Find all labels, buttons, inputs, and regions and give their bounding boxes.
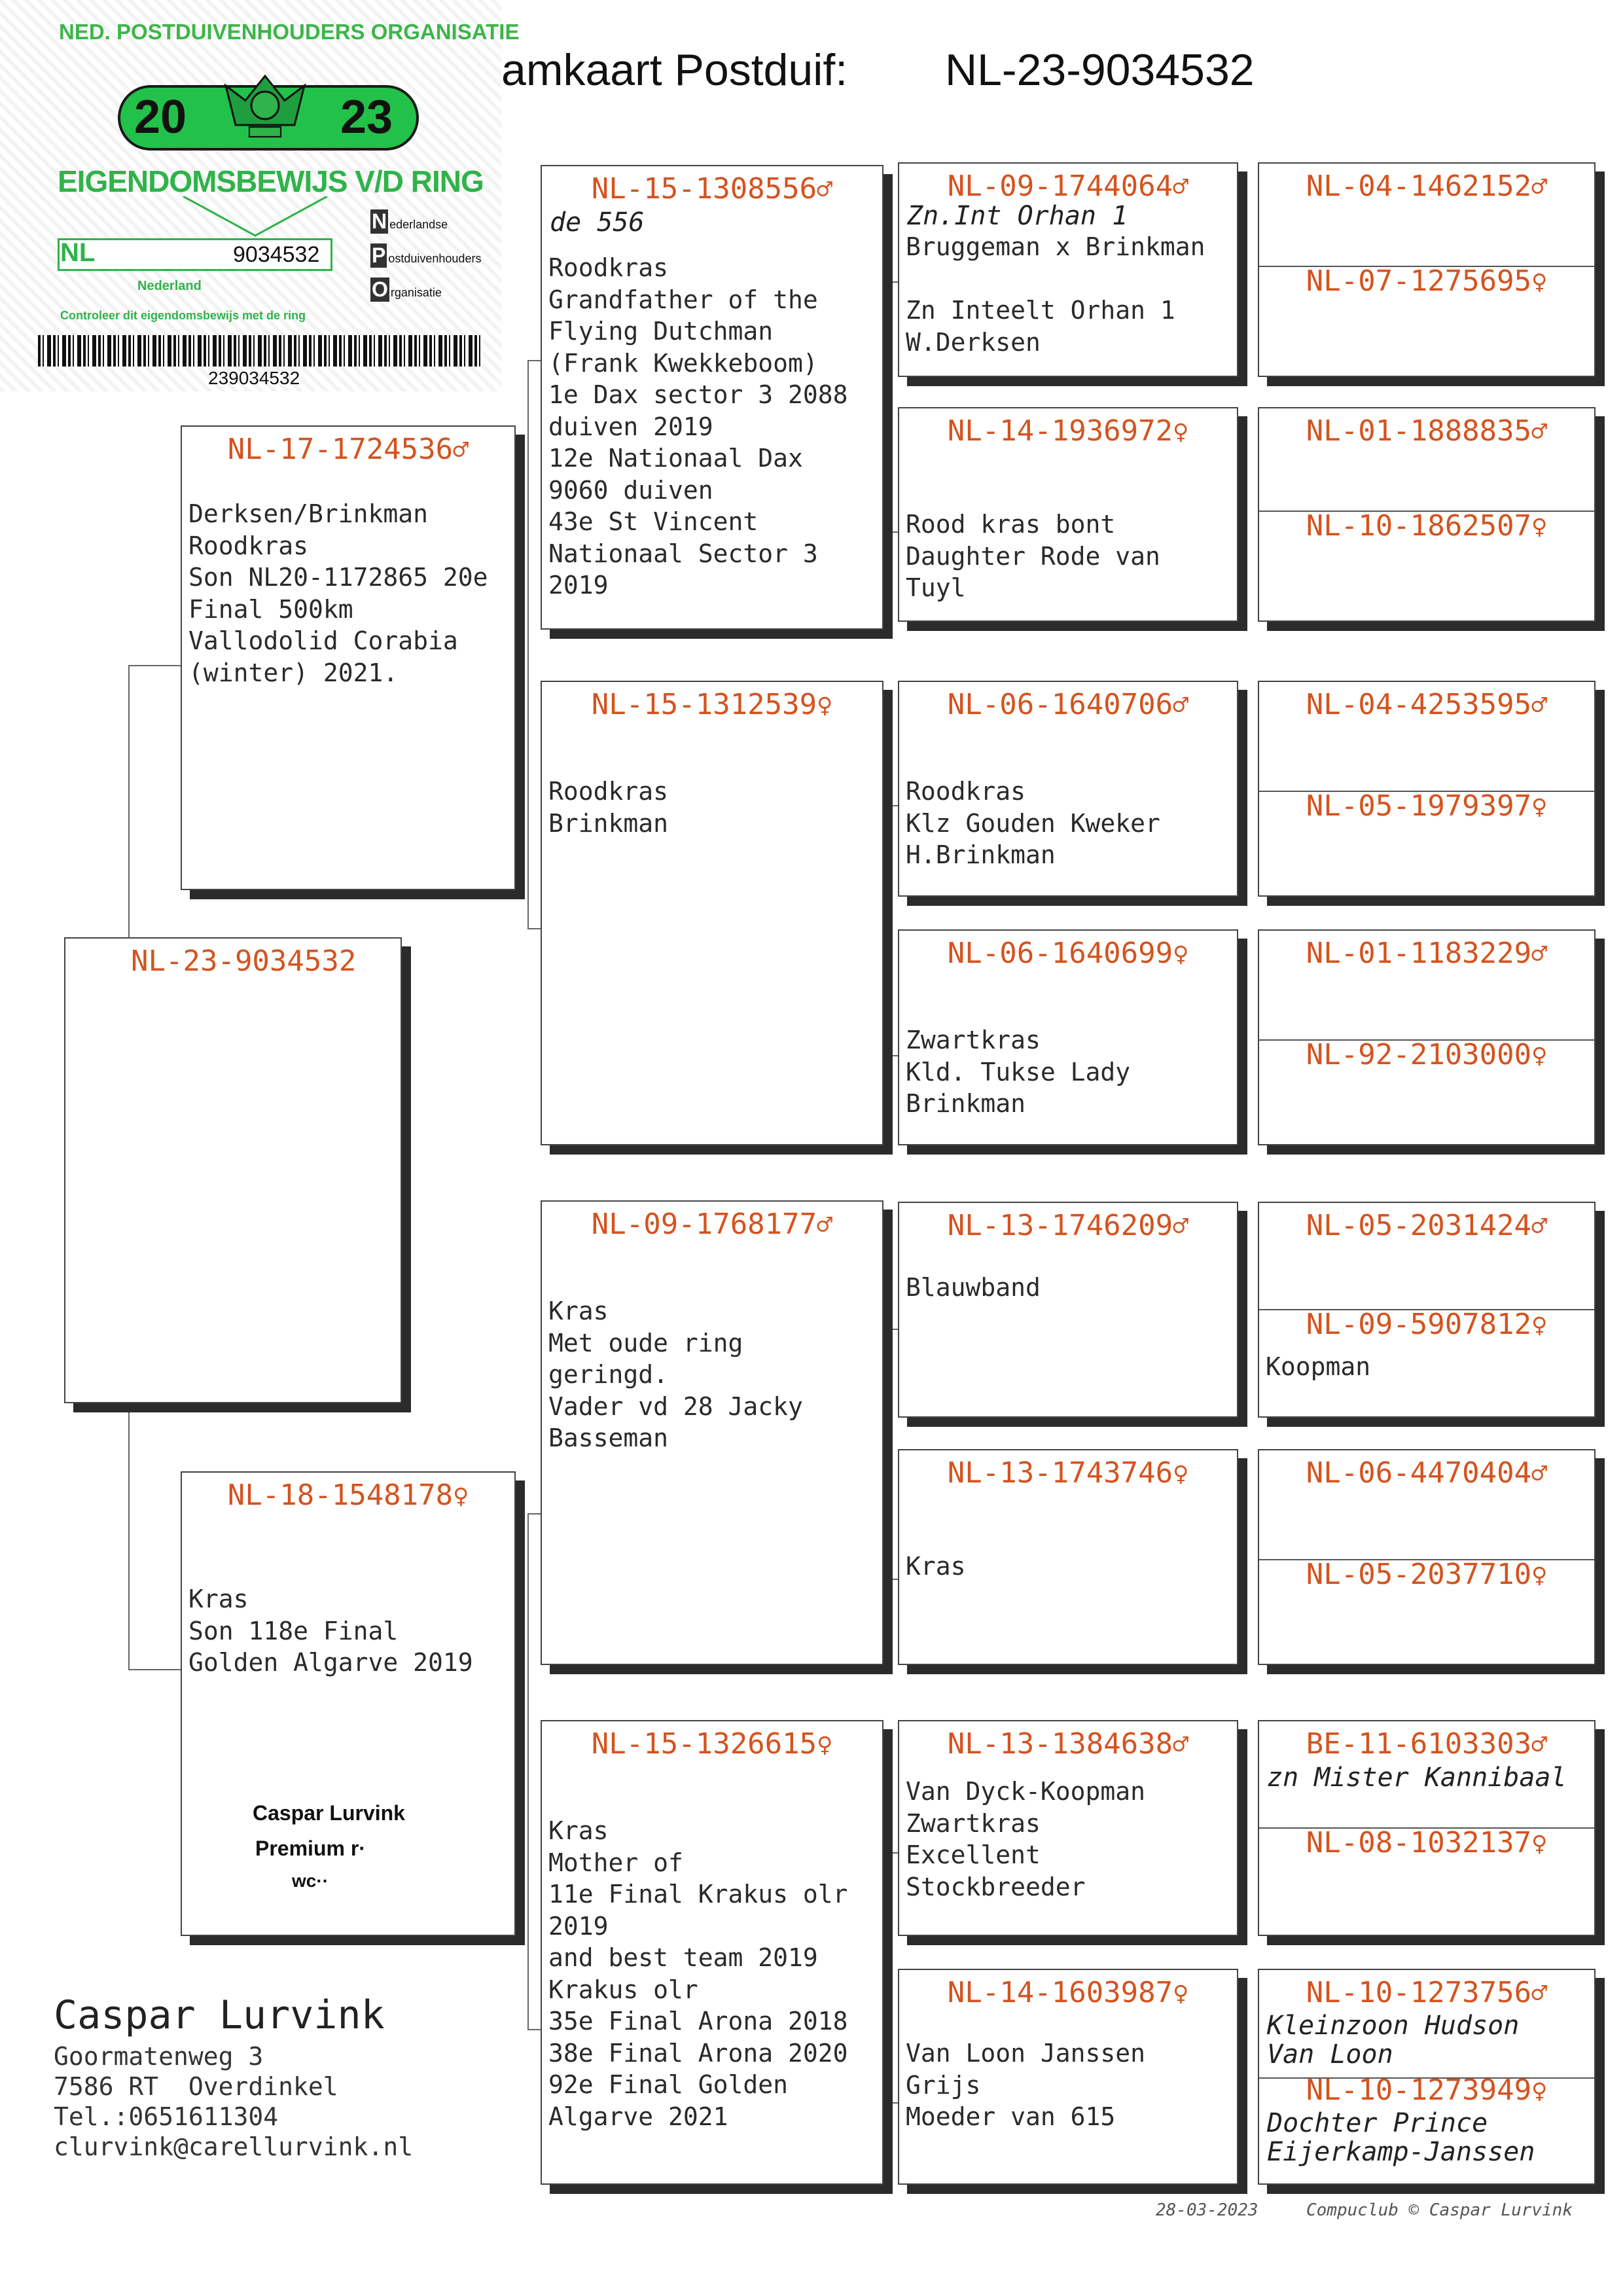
ss-ring: NL-15-1308556♂ <box>591 172 833 206</box>
stamp-line-3: wc·· <box>292 1871 329 1891</box>
dam-box[interactable] <box>181 1471 516 1936</box>
footer-date: 28-03-2023 <box>1156 2200 1258 2220</box>
ddd-info: Van Loon Janssen Grijs Moeder van 615 <box>906 2039 1146 2131</box>
certificate-country-label: Nederland <box>137 279 202 293</box>
gen4-divider <box>1259 1559 1594 1560</box>
gen4-box-5[interactable] <box>1258 1202 1596 1418</box>
ds-ring: NL-09-1768177♂ <box>591 1208 833 1241</box>
gen3-box-dsd[interactable] <box>898 1449 1238 1665</box>
dam-info: Kras Son 118e Final Golden Algarve 2019 <box>188 1585 473 1677</box>
gen4-box-7[interactable] <box>1258 1720 1596 1936</box>
dsd-info: Kras <box>906 1552 966 1581</box>
gen4-divider <box>1259 791 1594 792</box>
barcode-icon <box>38 335 483 367</box>
gen3-box-ssd[interactable] <box>898 407 1238 622</box>
owner-city: 7586 RT Overdinkel <box>54 2072 338 2101</box>
certificate-number: 9034532 <box>233 242 320 267</box>
gen3-box-dss[interactable] <box>898 1202 1238 1418</box>
certificate-year-left: 20 <box>134 91 187 143</box>
gen4-2-top-ring: NL-01-1888835♂ <box>1306 414 1548 448</box>
gen3-box-sss[interactable] <box>898 162 1238 377</box>
sdd-ring: NL-06-1640699♀ <box>947 937 1189 970</box>
ds-info: Kras Met oude ring geringd. Vader vd 28 Jacky Basseman <box>548 1297 803 1452</box>
dd-ring: NL-15-1326615♀ <box>591 1727 833 1761</box>
gen4-4-top-ring: NL-01-1183229♂ <box>1306 937 1548 970</box>
gen4-6-bottom-ring: NL-05-2037710♀ <box>1306 1558 1548 1591</box>
subject-ring: NL-23-9034532 <box>131 944 357 978</box>
dss-info: Blauwband <box>906 1273 1041 1302</box>
dds-info: Van Dyck-Koopman Zwartkras Excellent Stockbreeder <box>906 1777 1146 1901</box>
lion-emblem-icon <box>216 56 314 154</box>
ownership-certificate <box>0 0 520 391</box>
gen4-box-1[interactable] <box>1258 162 1596 377</box>
dsd-ring: NL-13-1743746♀ <box>947 1456 1189 1490</box>
certificate-org: NED. POSTDUIVENHOUDERS ORGANISATIE <box>59 20 520 44</box>
dss-ring: NL-13-1746209♂ <box>947 1209 1189 1242</box>
sd-ring: NL-15-1312539♀ <box>591 688 833 721</box>
sds-info: Roodkras Klz Gouden Kweker H.Brinkman <box>906 777 1160 869</box>
gen4-box-3[interactable] <box>1258 681 1596 897</box>
gen4-8-bottom-ring: NL-10-1273949♀ <box>1306 2073 1548 2107</box>
gen4-5-bottom-ring: NL-09-5907812♀ <box>1306 1308 1548 1341</box>
gen4-divider <box>1259 1827 1594 1829</box>
gen4-7-bottom-ring: NL-08-1032137♀ <box>1306 1826 1548 1859</box>
ssd-ring: NL-14-1936972♀ <box>947 414 1189 448</box>
dam-ring: NL-18-1548178♀ <box>227 1479 469 1512</box>
dd-info: Kras Mother of 11e Final Krakus olr 2019 and best team 2019 Krakus olr 35e Final Arona 2018 38e Final Arona 2020 92e Final Golden Algarve 2021 <box>548 1816 848 2131</box>
stamp-line-2: Premium r· <box>255 1837 366 1860</box>
gen3-box-sds[interactable] <box>898 681 1238 897</box>
granddam-maternal-box[interactable] <box>541 1720 883 2185</box>
certificate-control-text: Controleer dit eigendomsbewijs met de ring <box>60 309 306 322</box>
gen4-3-bottom-ring: NL-05-1979397♀ <box>1306 789 1548 823</box>
ssd-info: Rood kras bont Daughter Rode van Tuyl <box>906 510 1160 602</box>
gen4-divider <box>1259 1039 1594 1041</box>
gen3-box-ddd[interactable] <box>898 1969 1238 2185</box>
owner-phone: Tel.:0651611304 <box>54 2102 279 2131</box>
gen4-3-top-ring: NL-04-4253595♂ <box>1306 688 1548 721</box>
sd-info: Roodkras Brinkman <box>548 777 669 838</box>
dds-ring: NL-13-1384638♂ <box>947 1727 1189 1761</box>
stamp-line-1: Caspar Lurvink <box>253 1801 405 1825</box>
gen3-box-sdd[interactable] <box>898 929 1238 1145</box>
subject-box[interactable] <box>64 937 402 1403</box>
gen4-divider <box>1259 266 1594 267</box>
footer-credit: Compuclub © Caspar Lurvink <box>1306 2200 1573 2220</box>
gen4-5-bottom-name: Koopman <box>1266 1352 1371 1381</box>
sss-info: Bruggeman x Brinkman Zn Inteelt Orhan 1 W.Derksen <box>906 232 1205 357</box>
gen4-box-2[interactable] <box>1258 407 1596 622</box>
gen4-8-top-ring: NL-10-1273756♂ <box>1306 1976 1548 2009</box>
gen4-2-bottom-ring: NL-10-1862507♀ <box>1306 509 1548 543</box>
npo-line-3: O rganisatie <box>372 278 442 301</box>
grandsire-maternal-box[interactable] <box>541 1200 883 1665</box>
gen4-box-4[interactable] <box>1258 929 1596 1145</box>
certificate-year-right: 23 <box>340 91 393 143</box>
gen4-4-bottom-ring: NL-92-2103000♀ <box>1306 1038 1548 1071</box>
gen4-8-top-name: Kleinzoon Hudson Van Loon <box>1267 2011 1520 2070</box>
gen4-8-bottom-name: Dochter Prince Eijerkamp-Janssen <box>1267 2108 1535 2167</box>
sire-ring: NL-17-1724536♂ <box>227 433 469 466</box>
sire-info: Derksen/Brinkman Roodkras Son NL20-1172865 20e Final 500km Vallodolid Corabia (winter) 2021. <box>188 499 488 687</box>
gen4-divider <box>1259 2077 1594 2079</box>
ss-name: de 556 <box>550 207 645 238</box>
gen4-box-8[interactable] <box>1258 1969 1596 2185</box>
certificate-lines <box>170 196 340 242</box>
granddam-paternal-box[interactable] <box>541 681 883 1145</box>
gen4-box-6[interactable] <box>1258 1449 1596 1665</box>
npo-line-2: P ostduivenhouders <box>372 243 482 267</box>
sss-name: Zn.Int Orhan 1 <box>907 201 1128 231</box>
gen4-7-top-ring: BE-11-6103303♂ <box>1306 1727 1548 1761</box>
gen4-7-top-name: zn Mister Kannibaal <box>1267 1763 1567 1793</box>
sdd-info: Zwartkras Kld. Tukse Lady Brinkman <box>906 1026 1131 1118</box>
gen4-6-top-ring: NL-06-4470404♂ <box>1306 1456 1548 1490</box>
barcode-number: 239034532 <box>208 368 300 388</box>
page-title-ring: NL-23-9034532 <box>945 45 1255 95</box>
sds-ring: NL-06-1640706♂ <box>947 688 1189 721</box>
npo-line-1: N ederlandse <box>372 209 448 233</box>
sss-ring: NL-09-1744064♂ <box>947 170 1189 203</box>
sire-box[interactable] <box>181 425 516 890</box>
page-title: amkaart Postduif: <box>501 45 848 95</box>
gen3-box-dds[interactable] <box>898 1720 1238 1936</box>
grandsire-paternal-box[interactable] <box>541 165 883 630</box>
gen4-divider <box>1259 511 1594 512</box>
owner-email[interactable]: clurvink@carellurvink.nl <box>54 2132 414 2161</box>
gen4-1-top-ring: NL-04-1462152♂ <box>1306 170 1548 203</box>
certificate-country: NL <box>60 238 96 267</box>
owner-name: Caspar Lurvink <box>54 1992 385 2038</box>
gen4-divider <box>1259 1309 1594 1310</box>
ddd-ring: NL-14-1603987♀ <box>947 1976 1189 2009</box>
gen4-1-bottom-ring: NL-07-1275695♀ <box>1306 264 1548 298</box>
gen4-5-top-ring: NL-05-2031424♂ <box>1306 1209 1548 1242</box>
certificate-title: EIGENDOMSBEWIJS V/D RING <box>58 164 484 198</box>
owner-street: Goormatenweg 3 <box>54 2042 264 2071</box>
ss-info: Roodkras Grandfather of the Flying Dutchman (Frank Kwekkeboom) 1e Dax sector 3 2088 duiven 2019 12e Nationaal Dax 9060 duiven 43e St Vincent Nationaal Sector 3 2019 <box>548 253 848 600</box>
